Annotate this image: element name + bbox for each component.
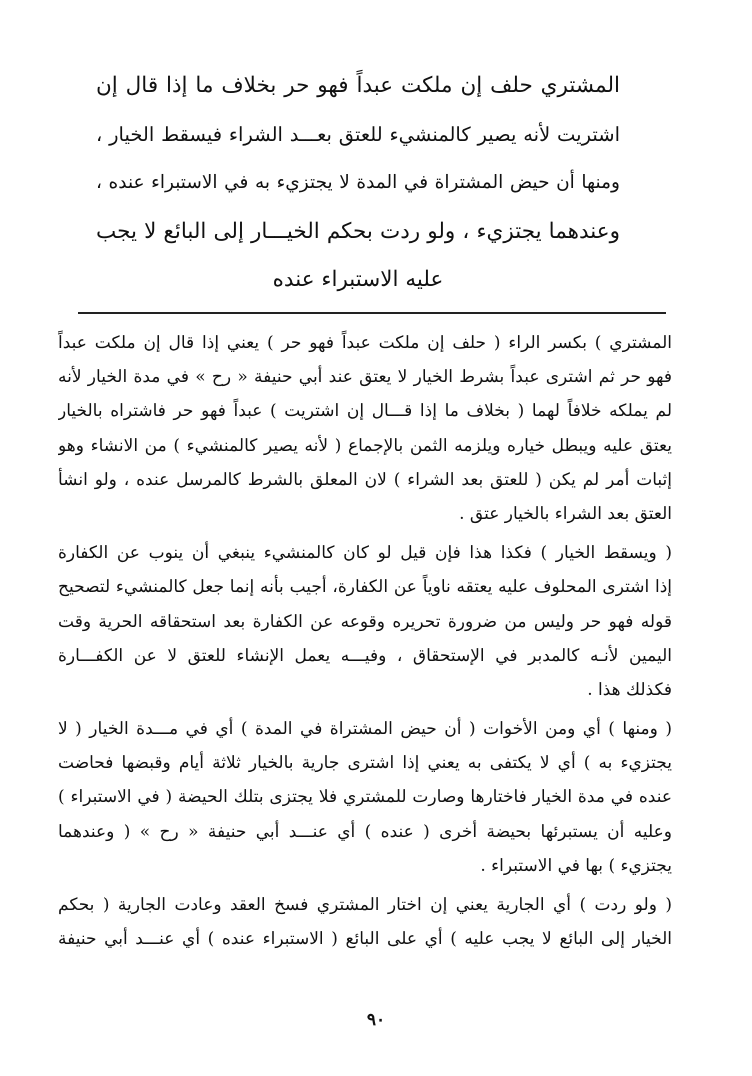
commentary-line: إثبات أمر لم يكن ( للعتق بعد الشراء ) لان المعلق بالشرط كالمرسل عنده ، ولو انشأ [58,469,672,490]
commentary-line: العتق بعد الشراء بالخيار عتق . [459,503,672,524]
main-text-line: وعندهما يجتزيء ، ولو ردت بحكم الخيـــار إلى البائع لا يجب [96,218,620,244]
commentary-block [58,326,672,956]
commentary-line: يجتزيء به ) أي لا يكتفى به يعني إذا اشترى جارية بالخيار ثلاثة أيام وقبضها فحاضت [58,753,672,774]
commentary-line: اليمين لأنـه كالمدبر في الإستحقاق ، وفيـــه يعمل الإنشاء للعتق لا عن الكفـــارة [58,645,672,666]
commentary-paragraph [58,536,672,707]
commentary-line: المشتري ) بكسر الراء ( حلف إن ملكت عبداً فهو حر ) يعني إذا قال إن ملكت عبداً [58,333,672,353]
main-text-line: المشتري حلف إن ملكت عبداً فهو حر بخلاف ما إذا قال إن [96,73,620,98]
main-text-line: اشتريت لأنه يصير كالمنشيء للعتق بعـــد الشراء فيسقط الخيار ، [96,122,620,146]
commentary-line: ( ولو ردت ) أي الجارية يعني إن اختار المشتري فسخ العقد وعادت الجارية ( بحكم [58,895,672,915]
commentary-line: ( ومنها ) أي ومن الأخوات ( أن حيض المشتراة في المدة ) أي في مـــدة الخيار ( لا [58,719,672,740]
commentary-line: الخيار إلى البائع لا يجب عليه ) أي على البائع ( الاستبراء عنده ) أي عنـــد أبي حنيفة [58,929,672,950]
commentary-line: لم يملكه خلافاً لهما ( بخلاف ما إذا قـــال إن اشتريت ) عبداً فهو حر فاشتراه بالخيار [58,401,672,422]
commentary-line: يعتق عليه ويبطل خياره ويلزمه الثمن بالإجماع ( لأنه يصير كالمنشيء ) من الانشاء وهو [58,435,672,456]
main-text-line: ومنها أن حيض المشتراة في المدة لا يجتزيء به في الاستبراء عنده ، [96,172,620,194]
commentary-line: فهو حر ثم اشترى عبداً بشرط الخيار لا يعتق عند أبي حنيفة « رح » في مدة الخيار لأنه [58,367,672,388]
commentary-line: ( ويسقط الخيار ) فكذا هذا فإن قيل لو كان كالمنشيء ينبغي أن ينوب عن الكفارة [58,543,672,564]
commentary-line: عنده في مدة الخيار فاختارها وصارت للمشتري فلا يجتزى بتلك الحيضة ( في الاستبراء ) [58,787,672,808]
page-number: ٩٠ [366,1010,386,1030]
commentary-line: إذا اشترى المحلوف عليه يعتقه ناوياً عن الكفارة، أجيب بأنه إنما جعل كالمنشيء لتصحيح [58,577,672,598]
commentary-paragraph [58,326,672,531]
commentary-paragraph [58,712,672,883]
main-text-line: عليه الاستبراء عنده [272,267,444,293]
commentary-line: قوله فهو حر وليس من ضرورة تحريره وقوعه عن الكفارة بعد استحقاقه الحرية وقت [58,611,672,632]
commentary-line: وعليه أن يستبرئها بحيضة أخرى ( عنده ) أي عنـــد أبي حنيفة « رح » ( وعندهما [58,821,672,842]
commentary-line: يجتزيء ) بها في الاستبراء . [480,855,672,876]
section-divider [78,312,666,314]
commentary-paragraph [58,888,672,956]
main-text-block [96,62,620,305]
commentary-line: فكذلك هذا . [587,679,672,700]
